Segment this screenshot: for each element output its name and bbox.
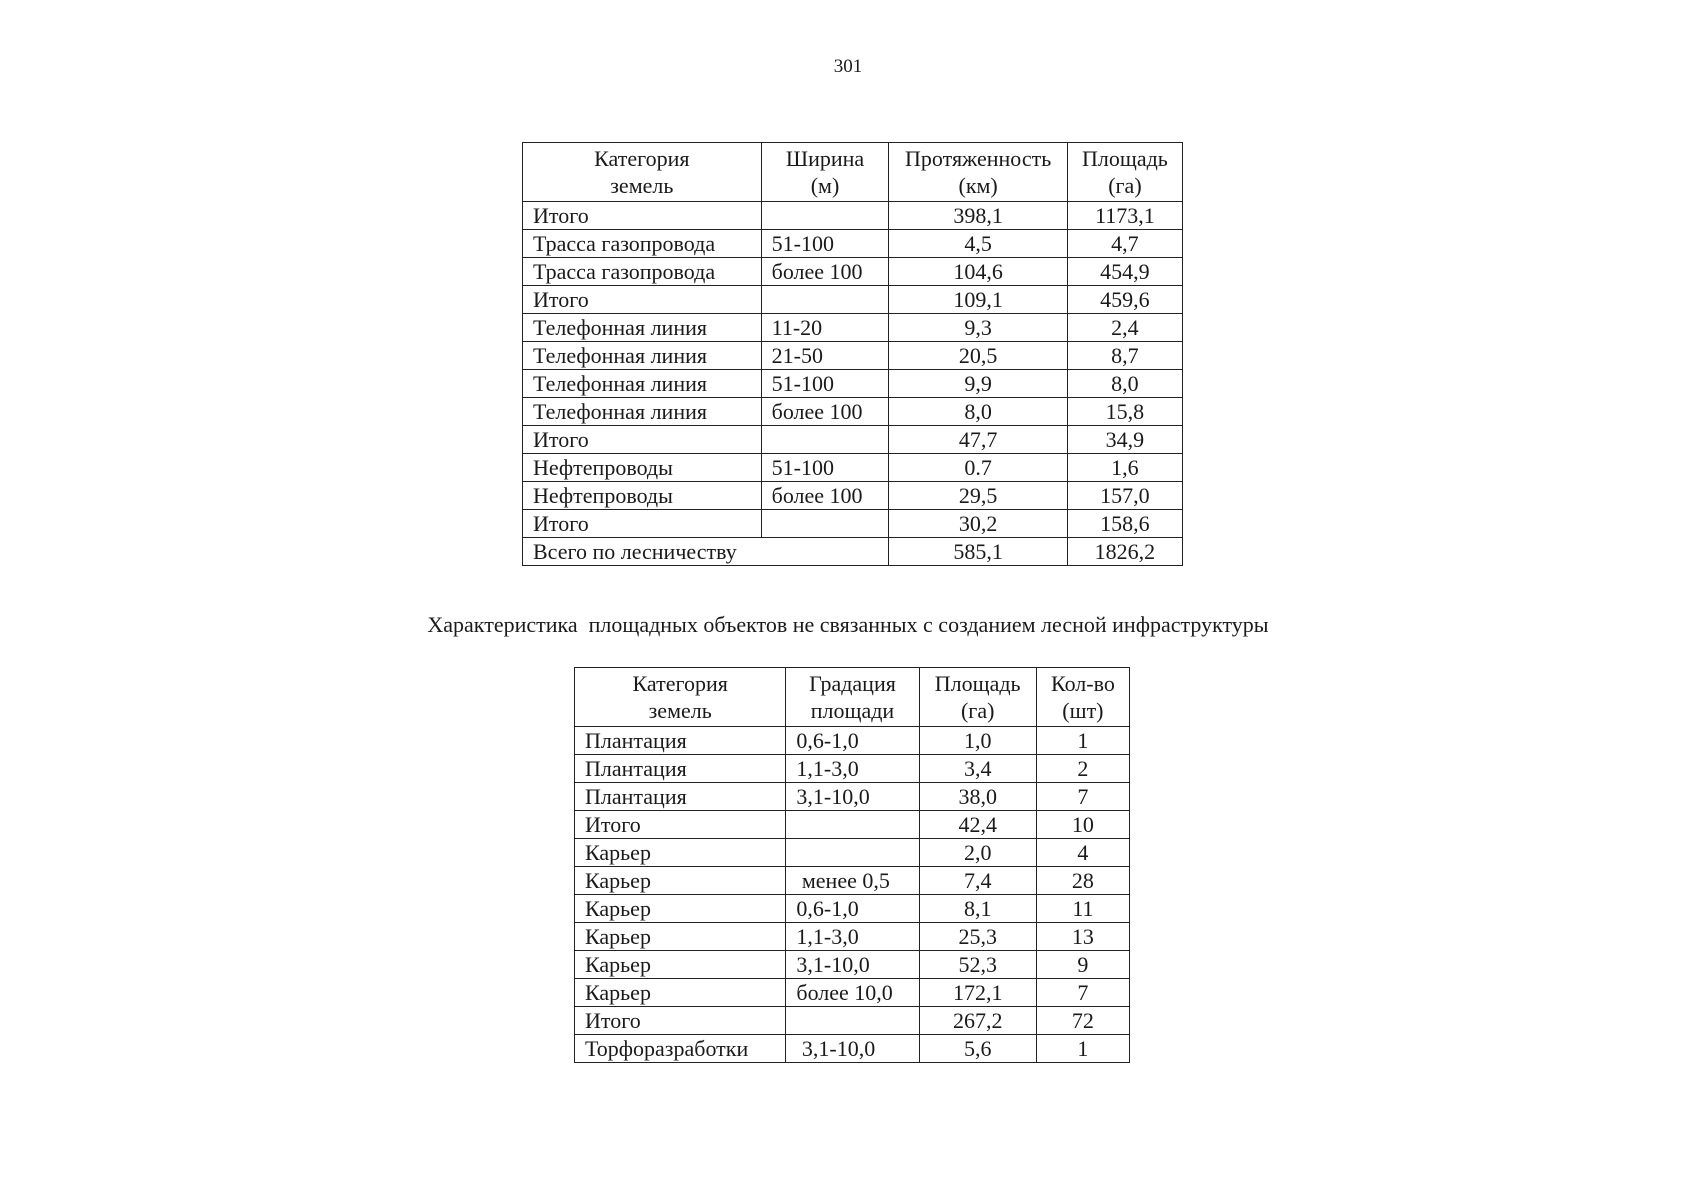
header-category <box>575 668 786 727</box>
table-row <box>575 951 1130 979</box>
category-cell: Карьер <box>575 979 786 1007</box>
table-row <box>575 783 1130 811</box>
header-category-text: Категория земель <box>594 146 690 198</box>
linear-objects-table <box>522 142 1183 566</box>
category-cell: Трасса газопровода <box>523 258 762 286</box>
category-cell: Карьер <box>575 951 786 979</box>
length-cell: 398,1 <box>889 202 1067 230</box>
header-gradation <box>786 668 919 727</box>
gradation-cell <box>786 1007 919 1035</box>
table-header-row <box>523 143 1183 202</box>
table-row <box>523 286 1183 314</box>
category-cell: Карьер <box>575 923 786 951</box>
category-cell: Телефонная линия <box>523 398 762 426</box>
table-row <box>523 314 1183 342</box>
area-cell: 4,7 <box>1067 230 1182 258</box>
area-cell: 267,2 <box>919 1007 1036 1035</box>
category-cell: Нефтепроводы <box>523 482 762 510</box>
gradation-cell: 3,1-10,0 <box>786 1035 919 1063</box>
table-row <box>523 398 1183 426</box>
total-length-cell: 585,1 <box>889 538 1067 566</box>
area-cell: 172,1 <box>919 979 1036 1007</box>
count-cell: 28 <box>1036 867 1129 895</box>
category-cell: Итого <box>523 202 762 230</box>
category-cell: Итого <box>575 1007 786 1035</box>
count-cell: 13 <box>1036 923 1129 951</box>
category-cell: Итого <box>523 510 762 538</box>
table-row <box>575 895 1130 923</box>
header-width <box>761 143 889 202</box>
table-row <box>575 923 1130 951</box>
area-cell: 38,0 <box>919 783 1036 811</box>
count-cell: 9 <box>1036 951 1129 979</box>
table-row <box>575 1007 1130 1035</box>
width-cell: 51-100 <box>761 230 889 258</box>
gradation-cell <box>786 811 919 839</box>
table-row <box>523 482 1183 510</box>
category-cell: Телефонная линия <box>523 342 762 370</box>
gradation-cell: 3,1-10,0 <box>786 783 919 811</box>
count-cell: 10 <box>1036 811 1129 839</box>
category-cell: Карьер <box>575 867 786 895</box>
area-cell: 15,8 <box>1067 398 1182 426</box>
category-cell: Итого <box>523 426 762 454</box>
table-body <box>523 202 1183 566</box>
count-cell: 1 <box>1036 727 1129 755</box>
length-cell: 4,5 <box>889 230 1067 258</box>
area-cell: 5,6 <box>919 1035 1036 1063</box>
gradation-cell: 0,6-1,0 <box>786 727 919 755</box>
gradation-cell <box>786 839 919 867</box>
width-cell: более 100 <box>761 258 889 286</box>
table-row <box>575 727 1130 755</box>
header-count-text: Кол-во (шт) <box>1050 671 1115 723</box>
area-cell: 34,9 <box>1067 426 1182 454</box>
width-cell: более 100 <box>761 398 889 426</box>
gradation-cell: 1,1-3,0 <box>786 923 919 951</box>
section-caption: Характеристика площадных объектов не связанных с созданием лесной инфраструктуры <box>427 612 1269 637</box>
table-row <box>523 510 1183 538</box>
count-cell: 4 <box>1036 839 1129 867</box>
width-cell <box>761 286 889 314</box>
total-area-cell: 1826,2 <box>1067 538 1182 566</box>
area-cell: 459,6 <box>1067 286 1182 314</box>
length-cell: 20,5 <box>889 342 1067 370</box>
category-cell: Телефонная линия <box>523 370 762 398</box>
category-cell: Карьер <box>575 839 786 867</box>
header-area-text: Площадь (га) <box>1082 146 1168 198</box>
table-row <box>523 258 1183 286</box>
header-count <box>1036 668 1129 727</box>
category-cell: Торфоразработки <box>575 1035 786 1063</box>
area-cell: 1,6 <box>1067 454 1182 482</box>
area-cell: 8,0 <box>1067 370 1182 398</box>
area-cell: 25,3 <box>919 923 1036 951</box>
category-cell: Нефтепроводы <box>523 454 762 482</box>
area-cell: 52,3 <box>919 951 1036 979</box>
area-cell: 2,0 <box>919 839 1036 867</box>
length-cell: 0.7 <box>889 454 1067 482</box>
page-number: 301 <box>833 56 863 77</box>
length-cell: 9,9 <box>889 370 1067 398</box>
count-cell: 72 <box>1036 1007 1129 1035</box>
category-cell: Трасса газопровода <box>523 230 762 258</box>
count-cell: 11 <box>1036 895 1129 923</box>
category-cell: Плантация <box>575 727 786 755</box>
width-cell: 51-100 <box>761 370 889 398</box>
gradation-cell: 1,1-3,0 <box>786 755 919 783</box>
width-cell <box>761 510 889 538</box>
count-cell: 1 <box>1036 1035 1129 1063</box>
header-length-text: Протяженность (км) <box>905 146 1052 198</box>
header-area <box>1067 143 1182 202</box>
length-cell: 9,3 <box>889 314 1067 342</box>
header-area <box>919 668 1036 727</box>
area-cell: 2,4 <box>1067 314 1182 342</box>
header-category <box>523 143 762 202</box>
header-category-text: Категория земель <box>632 671 728 723</box>
table-row <box>523 202 1183 230</box>
table-row <box>523 342 1183 370</box>
total-label-cell: Всего по лесничеству <box>523 538 889 566</box>
width-cell: 11-20 <box>761 314 889 342</box>
count-cell: 7 <box>1036 783 1129 811</box>
table-row <box>523 230 1183 258</box>
area-cell: 8,1 <box>919 895 1036 923</box>
width-cell: 21-50 <box>761 342 889 370</box>
category-cell: Плантация <box>575 755 786 783</box>
table-row <box>575 979 1130 1007</box>
length-cell: 109,1 <box>889 286 1067 314</box>
length-cell: 8,0 <box>889 398 1067 426</box>
length-cell: 29,5 <box>889 482 1067 510</box>
area-cell: 3,4 <box>919 755 1036 783</box>
header-length <box>889 143 1067 202</box>
gradation-cell: 3,1-10,0 <box>786 951 919 979</box>
table-row-total <box>523 538 1183 566</box>
table-row <box>523 370 1183 398</box>
table-row <box>575 839 1130 867</box>
area-cell: 1,0 <box>919 727 1036 755</box>
category-cell: Телефонная линия <box>523 314 762 342</box>
gradation-cell: 0,6-1,0 <box>786 895 919 923</box>
category-cell: Итого <box>523 286 762 314</box>
category-cell: Карьер <box>575 895 786 923</box>
table-header-row <box>575 668 1130 727</box>
length-cell: 47,7 <box>889 426 1067 454</box>
width-cell <box>761 426 889 454</box>
category-cell: Итого <box>575 811 786 839</box>
gradation-cell: более 10,0 <box>786 979 919 1007</box>
count-cell: 7 <box>1036 979 1129 1007</box>
area-cell: 454,9 <box>1067 258 1182 286</box>
table-body <box>575 727 1130 1063</box>
area-cell: 42,4 <box>919 811 1036 839</box>
length-cell: 104,6 <box>889 258 1067 286</box>
table-row <box>575 755 1130 783</box>
header-width-text: Ширина (м) <box>785 146 865 198</box>
area-objects-table <box>574 667 1130 1063</box>
width-cell <box>761 202 889 230</box>
header-area-text: Площадь (га) <box>934 671 1021 723</box>
area-cell: 157,0 <box>1067 482 1182 510</box>
table-row <box>575 867 1130 895</box>
table-row <box>575 1035 1130 1063</box>
area-cell: 7,4 <box>919 867 1036 895</box>
length-cell: 30,2 <box>889 510 1067 538</box>
gradation-cell: менее 0,5 <box>786 867 919 895</box>
width-cell: 51-100 <box>761 454 889 482</box>
category-cell: Плантация <box>575 783 786 811</box>
area-cell: 1173,1 <box>1067 202 1182 230</box>
table-row <box>523 454 1183 482</box>
area-cell: 158,6 <box>1067 510 1182 538</box>
area-cell: 8,7 <box>1067 342 1182 370</box>
table-row <box>575 811 1130 839</box>
table-row <box>523 426 1183 454</box>
count-cell: 2 <box>1036 755 1129 783</box>
width-cell: более 100 <box>761 482 889 510</box>
header-gradation-text: Градация площади <box>809 671 896 723</box>
